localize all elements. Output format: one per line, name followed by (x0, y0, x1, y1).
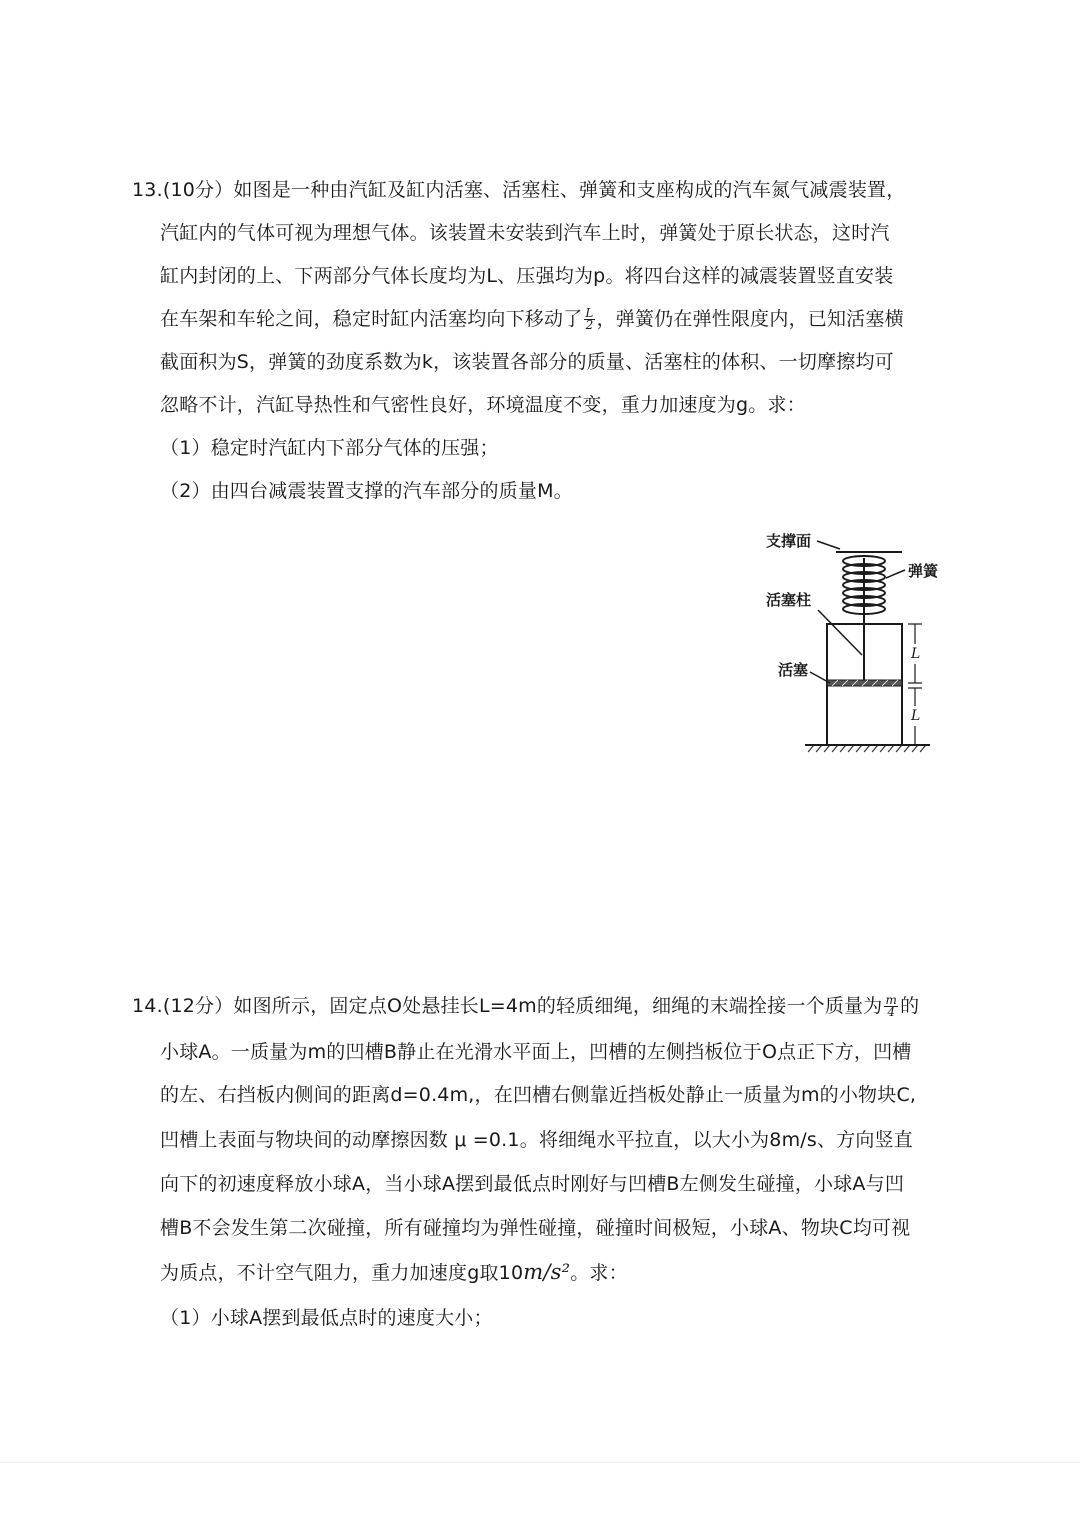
fraction-numerator: m (885, 993, 898, 1007)
q14-text-7-post: 。求： (570, 1262, 628, 1284)
q14-text-7-pre: 为质点，不计空气阻力，重力加速度g取10 (160, 1262, 524, 1284)
q13-subquestion-2: （2）由四台减震装置支撑的汽车部分的质量M。 (160, 480, 573, 502)
q13-line-2: 汽缸内的气体可视为理想气体。该装置未安装到汽车上时，弹簧处于原长状态，这时汽 (160, 222, 890, 244)
q13-subquestion-1: （1）稳定时汽缸内下部分气体的压强； (160, 437, 499, 459)
ground-hatching (808, 745, 926, 752)
q14-line-5: 向下的初速度释放小球A，当小球A摆到最低点时刚好与凹槽B左侧发生碰撞，小球A与凹 (160, 1173, 905, 1195)
spring-leader-line (886, 570, 905, 578)
q14-subquestion-1: （1）小球A摆到最低点时的速度大小； (160, 1307, 493, 1329)
q13-text-1: 如图是一种由汽缸及缸内活塞、活塞柱、弹簧和支座构成的汽车氮气减震装置， (233, 179, 906, 201)
q13-text-4-pre: 在车架和车轮之间，稳定时缸内活塞均向下移动了 (160, 308, 583, 330)
fraction-numerator: L (585, 306, 594, 320)
rod-leader-line (818, 610, 862, 655)
fraction-denominator: 2 (585, 318, 594, 332)
q13-line-5: 截面积为S，弹簧的劲度系数为k，该装置各部分的质量、活塞柱的体积、一切摩擦均可 (160, 351, 894, 373)
q14-text-1-pre: 如图所示，固定点O处悬挂长L=4m的轻质细绳，细绳的末端拴接一个质量为 (233, 995, 883, 1017)
q14-text-1-post: 的 (900, 995, 920, 1017)
label-spring: 弹簧 (908, 562, 939, 580)
q14-line-7 (160, 1259, 628, 1286)
label-piston-rod: 活塞柱 (766, 591, 812, 609)
q14-line-2: 小球A。一质量为m的凹槽B静止在光滑水平面上，凹槽的左侧挡板位于O点正下方，凹槽 (160, 1041, 912, 1063)
q13-line-3: 缸内封闭的上、下两部分气体长度均为L、压强均为p。将四台这样的减震装置竖直安装 (160, 265, 894, 287)
dimension-marks (908, 624, 922, 745)
q13-line-6: 忽略不计，汽缸导热性和气密性良好，环境温度不变，重力加速度为g。求： (160, 394, 806, 416)
label-piston: 活塞 (778, 661, 809, 679)
label-support-plane: 支撑面 (766, 532, 812, 550)
q14-line-6: 槽B不会发生第二次碰撞，所有碰撞均为弹性碰撞，碰撞时间极短，小球A、物块C均可视 (160, 1217, 911, 1239)
support-leader-line (817, 541, 840, 549)
q14-line-3: 的左、右挡板内侧间的距离d=0.4m,，在凹槽右侧靠近挡板处静止一质量为m的小物块C, (160, 1084, 917, 1106)
fraction-denominator: 4 (887, 1005, 896, 1019)
q14-line-1 (132, 993, 919, 1019)
label-length-upper: L (911, 646, 921, 662)
q13-score: (10分） (162, 179, 234, 201)
label-length-lower: L (911, 708, 921, 724)
q14-number: 14. (132, 995, 163, 1017)
q14-score: (12分） (162, 995, 234, 1017)
q14-line-4: 凹槽上表面与物块间的动摩擦因数 μ =0.1。将细绳水平拉直，以大小为8m/s、方向竖直 (160, 1129, 914, 1151)
page-bottom-divider (0, 1462, 1080, 1463)
q13-number: 13. (132, 179, 163, 201)
fraction-m-over-4 (884, 995, 898, 1018)
unit-m-per-s-squared: m/s² (523, 1260, 571, 1284)
q13-text-4-post: ，弹簧仍在弹性限度内，已知活塞横 (596, 308, 904, 330)
